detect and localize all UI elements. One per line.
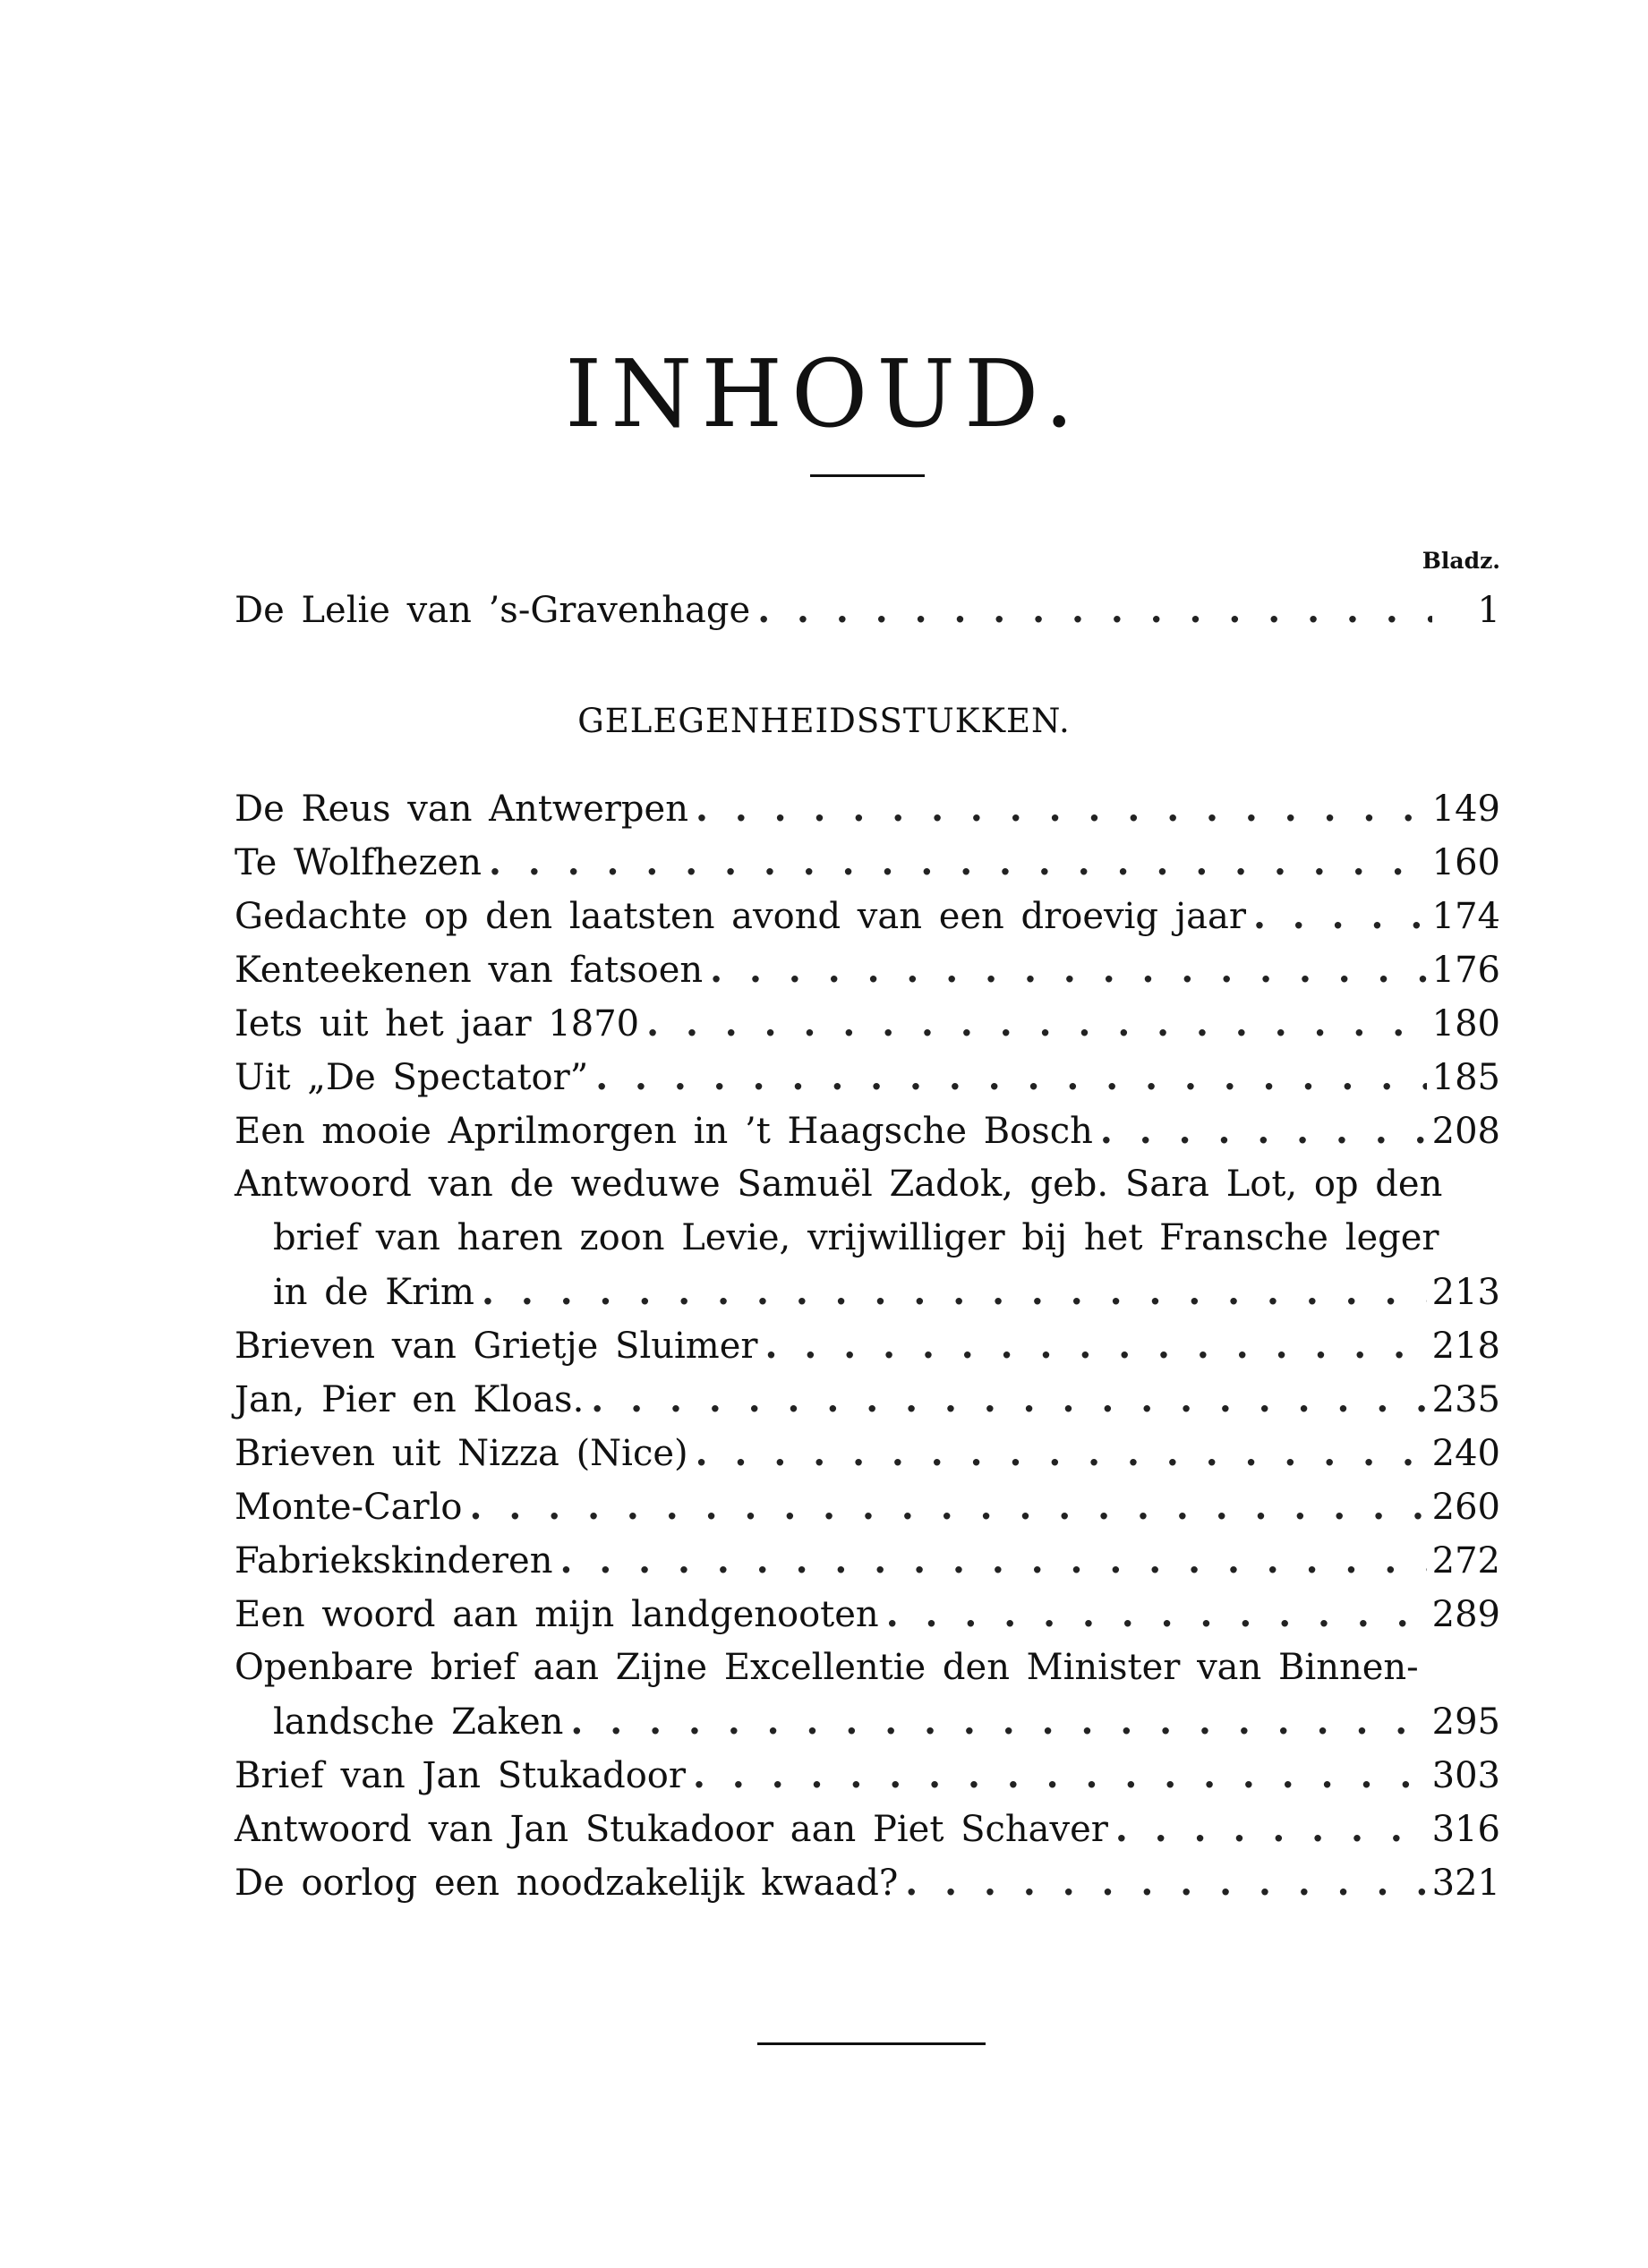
toc-entry-title: Brief van Jan Stukadoor — [235, 1755, 686, 1796]
dot-leader — [750, 589, 1432, 631]
toc-entry-title: De Lelie van ’s-Gravenhage — [235, 590, 751, 631]
toc-entry-page: 260 — [1431, 1487, 1500, 1528]
toc-entry-page: 180 — [1431, 1003, 1500, 1044]
toc-entry[interactable] — [235, 1808, 1500, 1858]
toc-entry-page: 1 — [1477, 590, 1500, 631]
page-title: INHOUD. — [565, 338, 1083, 448]
toc-entry[interactable] — [235, 949, 1500, 999]
toc-entry-line: Antwoord van de weduwe Samuël Zadok, geb. Sara Lot, op den — [235, 1164, 1443, 1205]
toc-entry[interactable] — [235, 1593, 1500, 1643]
dot-leader — [584, 1378, 1426, 1420]
toc-entry[interactable] — [235, 1110, 1500, 1160]
toc-entry-title: De Reus van Antwerpen — [235, 789, 688, 830]
toc-entry-title: Antwoord van Jan Stukadoor aan Piet Schaver — [235, 1809, 1108, 1850]
toc-entry[interactable] — [235, 1002, 1500, 1053]
toc-entry-title: Iets uit het jaar 1870 — [235, 1003, 640, 1044]
dot-leader — [686, 1754, 1427, 1796]
toc-entry[interactable] — [273, 1701, 1500, 1751]
toc-entry[interactable] — [235, 1754, 1500, 1804]
toc-entry-page: 185 — [1431, 1057, 1500, 1098]
dot-leader — [688, 788, 1427, 830]
toc-entry[interactable] — [235, 841, 1500, 891]
toc-entry[interactable] — [235, 1862, 1500, 1912]
toc-entry-title: landsche Zaken — [273, 1701, 564, 1743]
toc-entry[interactable] — [235, 1539, 1500, 1590]
dot-leader — [1246, 895, 1427, 937]
toc-entry-title: Uit „De Spectator” — [235, 1057, 589, 1098]
toc-entry-page: 295 — [1431, 1701, 1500, 1743]
toc-entry-page: 321 — [1431, 1863, 1500, 1904]
toc-entry-title: Brieven uit Nizza (Nice) — [235, 1433, 688, 1474]
dot-leader — [588, 1056, 1426, 1098]
toc-entry[interactable] — [273, 1271, 1500, 1321]
toc-entry[interactable] — [235, 589, 1500, 639]
top-divider — [810, 474, 925, 477]
toc-entry-title: Gedachte op den laatsten avond van een droevig jaar — [235, 896, 1246, 937]
toc-entry-page: 208 — [1431, 1111, 1500, 1152]
toc-entry-title: Monte-Carlo — [235, 1487, 463, 1528]
toc-entry[interactable] — [235, 788, 1500, 838]
dot-leader — [639, 1002, 1427, 1044]
dot-leader — [1108, 1808, 1427, 1850]
dot-leader — [703, 949, 1426, 991]
toc-entry[interactable] — [235, 1378, 1500, 1428]
toc-entry-page: 289 — [1431, 1594, 1500, 1635]
dot-leader — [563, 1701, 1426, 1743]
dot-leader — [552, 1539, 1426, 1582]
toc-entry-line: brief van haren zoon Levie, vrijwilliger bij het Fransche leger — [273, 1217, 1439, 1258]
dot-leader — [898, 1862, 1426, 1904]
toc-entry-page: 149 — [1431, 789, 1500, 830]
toc-entry-title: Jan, Pier en Kloas. — [235, 1379, 585, 1420]
toc-entry-page: 160 — [1431, 842, 1500, 883]
toc-entry-line: Openbare brief aan Zijne Excellentie den Minister van Binnen- — [235, 1647, 1419, 1688]
toc-entry-title: Kenteekenen van fatsoen — [235, 950, 704, 991]
bottom-divider — [757, 2042, 986, 2045]
section-heading: GELEGENHEIDSSTUKKEN. — [577, 702, 1071, 740]
dot-leader — [1093, 1110, 1427, 1152]
toc-entry[interactable] — [235, 1325, 1500, 1375]
toc-entry-page: 213 — [1431, 1272, 1500, 1313]
dot-leader — [758, 1325, 1427, 1367]
toc-entry-title: De oorlog een noodzakelijk kwaad? — [235, 1863, 899, 1904]
dot-leader — [688, 1432, 1427, 1474]
toc-entry-page: 316 — [1431, 1809, 1500, 1850]
toc-entry[interactable] — [235, 1056, 1500, 1106]
dot-leader — [474, 1271, 1427, 1313]
page-column-header: Bladz. — [1422, 548, 1500, 574]
toc-entry[interactable] — [235, 1486, 1500, 1536]
dot-leader — [482, 841, 1427, 883]
dot-leader — [463, 1486, 1427, 1528]
toc-entry[interactable] — [235, 1432, 1500, 1482]
toc-entry-title: Een mooie Aprilmorgen in ’t Haagsche Bosch — [235, 1111, 1093, 1152]
toc-entry-title: Fabriekskinderen — [235, 1540, 553, 1582]
toc-entry-page: 240 — [1431, 1433, 1500, 1474]
toc-entry-title: Brieven van Grietje Sluimer — [235, 1326, 758, 1367]
toc-entry-title: Een woord aan mijn landgenooten — [235, 1594, 879, 1635]
toc-entry-page: 235 — [1431, 1379, 1500, 1420]
dot-leader — [879, 1593, 1427, 1635]
toc-entry-page: 218 — [1431, 1326, 1500, 1367]
toc-entry-page: 176 — [1431, 950, 1500, 991]
toc-entry-page: 174 — [1431, 896, 1500, 937]
toc-entry[interactable] — [235, 895, 1500, 945]
toc-entry-title: in de Krim — [273, 1272, 474, 1313]
toc-entry-title: Te Wolfhezen — [235, 842, 482, 883]
toc-entry-page: 272 — [1431, 1540, 1500, 1582]
toc-entry-page: 303 — [1431, 1755, 1500, 1796]
